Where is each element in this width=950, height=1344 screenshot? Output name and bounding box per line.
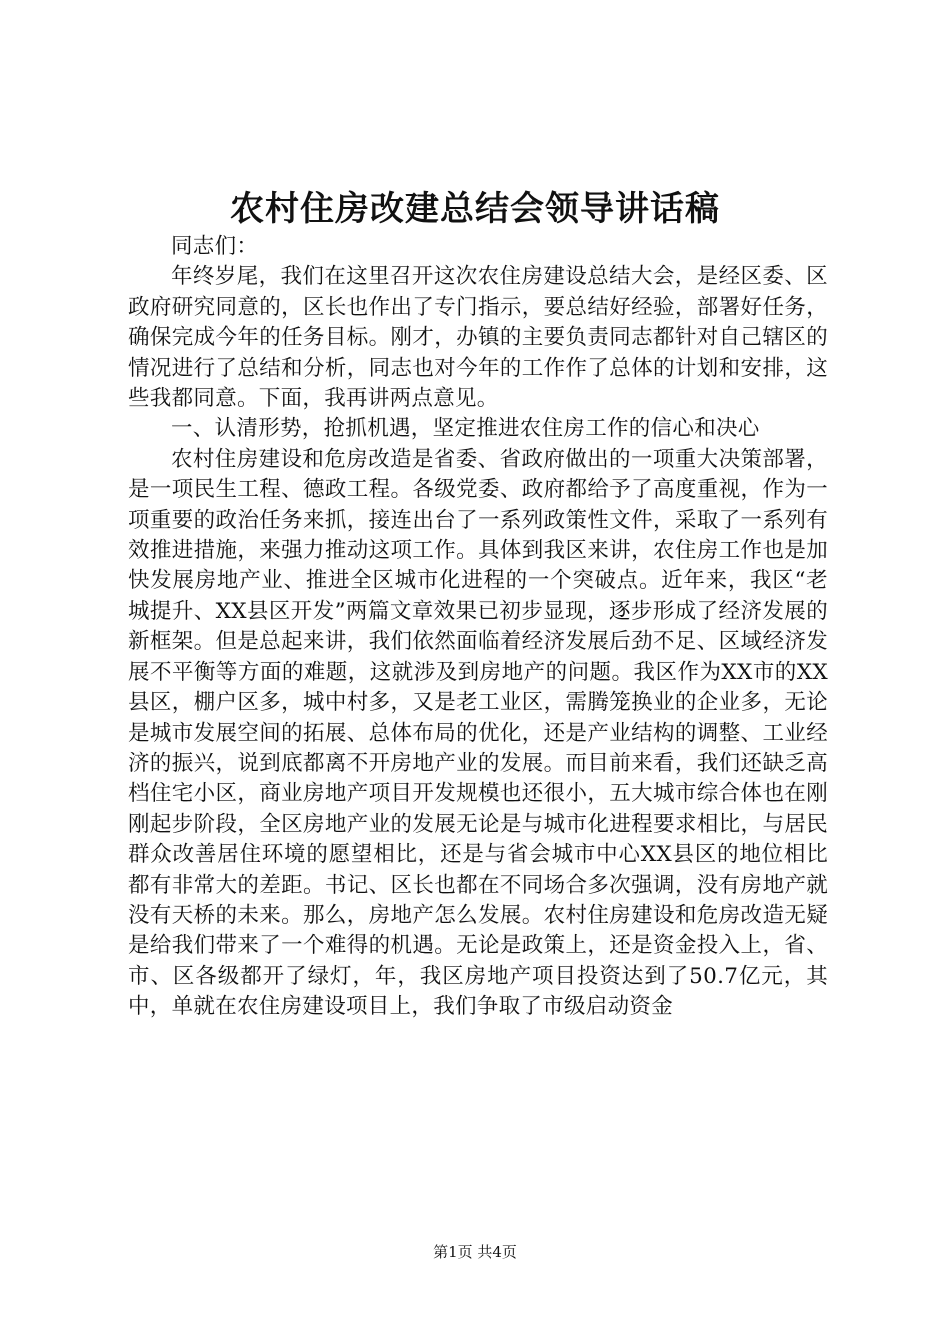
page-number-footer: 第1页 共4页 <box>433 1243 517 1261</box>
document-body <box>128 232 828 1023</box>
section-heading-1: 一、认清形势，抢抓机遇，坚定推进农住房工作的信心和决心 <box>171 416 760 442</box>
document-title: 农村住房改建总结会领导讲话稿 <box>230 189 720 229</box>
salutation: 同志们： <box>171 234 259 259</box>
paragraph-intro: 年终岁尾，我们在这里召开这次农住房建设总结大会，是经区委、区政府研究同意的，区长也作出了专门指示，要总结好经验，部署好任务，确保完成今年的任务目标。刚才，办镇的主要负责同志都针对自己辖区的情况进行了总结和分析，同志也对今年的工作作了总体的计划和安排，这些我都同意。下面，我再讲两点意见。 <box>128 264 828 412</box>
paragraph-section-1: 农村住房建设和危房改造是省委、省政府做出的一项重大决策部署，是一项民生工程、德政工程。各级党委、政府都给予了高度重视，作为一项重要的政治任务来抓，接连出台了一系列政策性文件，采取了一系列有效推进措施，来强力推动这项工作。具体到我区来讲，农住房工作也是加快发展房地产业、推进全区城市化进程的一个突破点。近年来，我区“老城提升、XX县区开发”两篇文章效果已初步显现，逐步形成了经济发展的新框架。但是总起来讲，我们依然面临着经济发展后劲不足、区域经济发展不平衡等方面的难题，这就涉及到房地产的问题。我区作为XX市的XX县区，棚户区多，城中村多，又是老工业区，需腾笼换业的企业多，无论是城市发展空间的拓展、总体布局的优化，还是产业结构的调整、工业经济的振兴，说到底都离不开房地产业的发展。而目前来看，我们还缺乏高档住宅小区，商业房地产项目开发规模也还很小，五大城市综合体也在刚刚起步阶段，全区房地产业的发展无论是与城市化进程要求相比，与居民群众改善居住环境的愿望相比，还是与省会城市中心XX县区的地位相比都有非常大的差距。书记、区长也都在不同场合多次强调，没有房地产就没有天桥的未来。那么，房地产怎么发展。农村住房建设和危房改造无疑是给我们带来了一个难得的机遇。无论是政策上，还是资金投入上，省、市、区各级都开了绿灯，年，我区房地产项目投资达到了50.7亿元，其中，单就在农住房建设项目上，我们争取了市级启动资金 <box>128 446 828 1020</box>
